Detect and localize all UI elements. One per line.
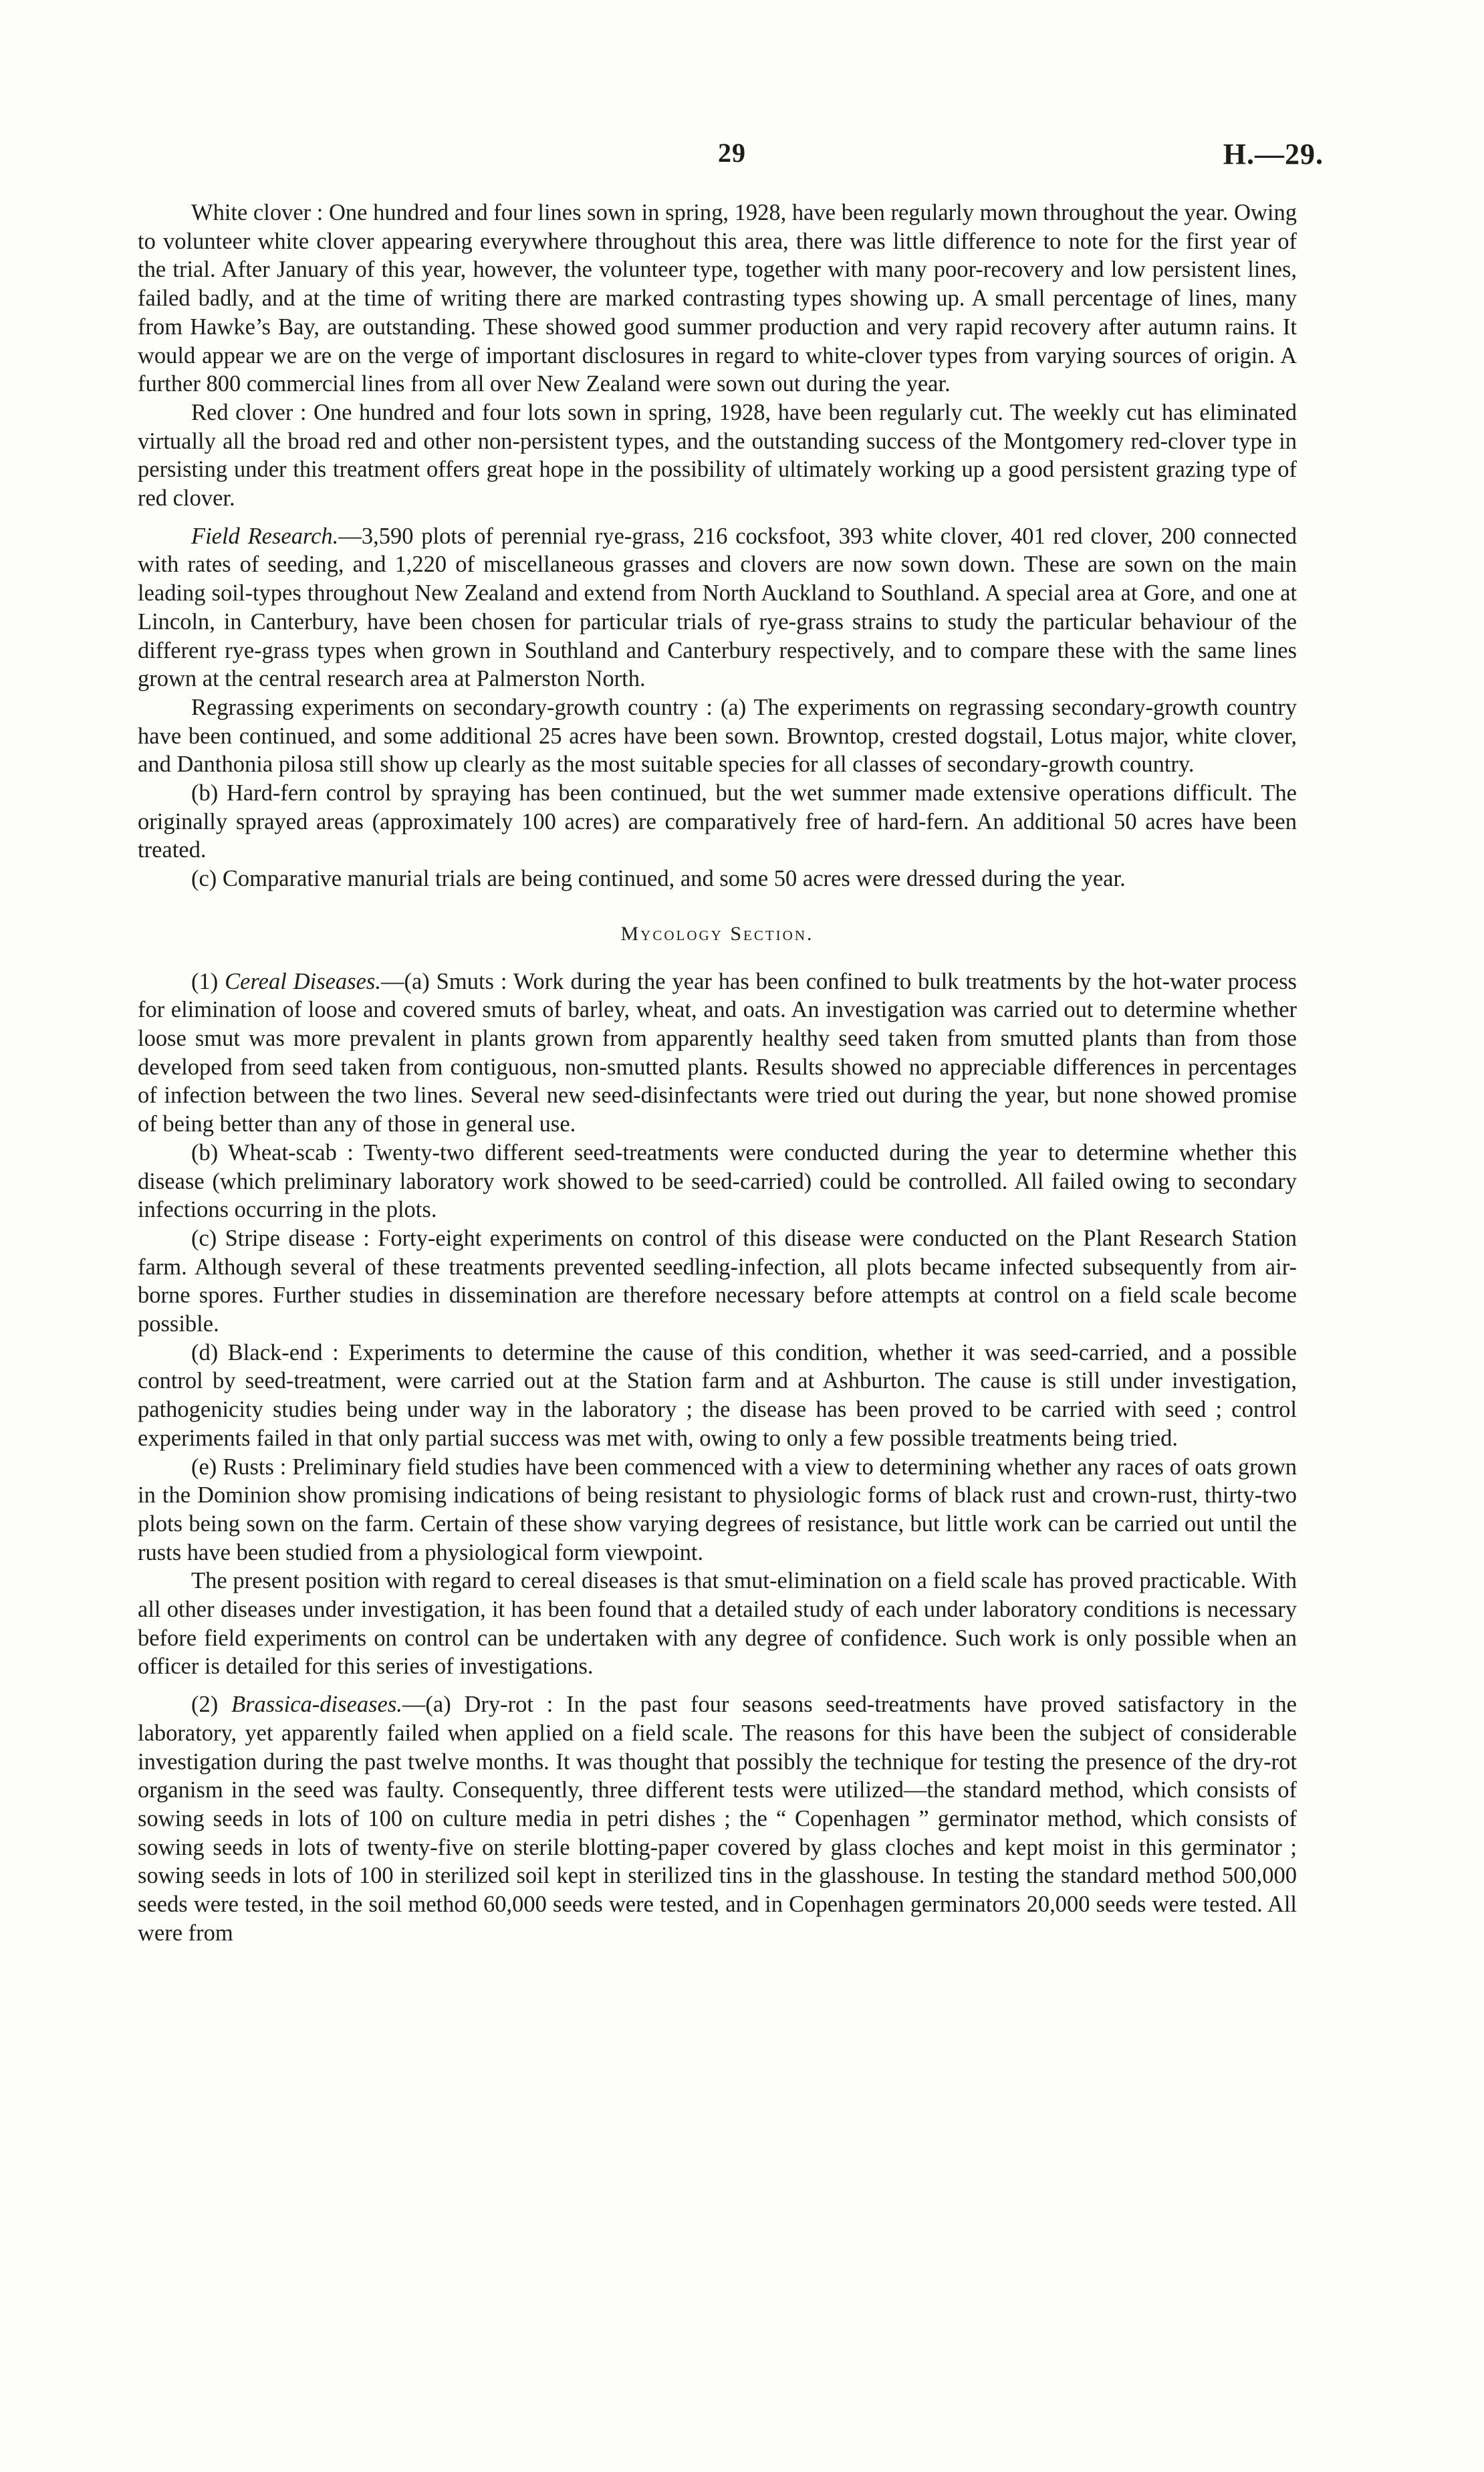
body-text [138, 199, 1297, 1947]
field-research-title: Field Research. [191, 523, 339, 549]
section-heading: Mycology Section. [620, 922, 814, 945]
paragraph-brassica-diseases [138, 1690, 1297, 1947]
brassica-lead: (2) [191, 1692, 232, 1718]
paragraph-regrassing: Regrassing experiments on secondary-growth country : (a) The experiments on regrassing secondary-growth country have been continued, and some additional 25 acres have been sown. Browntop, crested dogstail, Lotus major, white clover, and Danthonia pilosa still show up clearly as the most suitable species for all classes of secondary-growth country. [138, 694, 1297, 778]
brassica-diseases-title: Brassica-diseases. [231, 1692, 402, 1718]
paragraph-wheat-scab: (b) Wheat-scab : Twenty-two different seed-treatments were conducted during the year to determine whether this disease (which preliminary laboratory work showed to be seed-carried) could be controlled. All failed owing to secondary infections occurring in the plots. [138, 1139, 1297, 1223]
paragraph-black-end: (d) Black-end : Experiments to determine the cause of this condition, whether it was seed-carried, and a possible control by seed-treatment, were carried out at the Station farm and at Ashburton. The cause is still under investigation, pathogenicity studies being under way in the laboratory ; the disease has been proved to be carried with seed ; control experiments failed in that only partial success was met with, owing to only a few possible treatments being tried. [138, 1339, 1297, 1451]
paragraph-red-clover: Red clover : One hundred and four lots sown in spring, 1928, have been regularly cut. The weekly cut has eliminated virtually all the broad red and other non-persistent types, and the outstanding success of the Montgomery red-clover type in persisting under this treatment offers great hope in the possibility of ultimately working up a good persistent grazing type of red clover. [138, 399, 1297, 512]
paragraph-field-research [138, 522, 1297, 693]
brassica-text: —(a) Dry-rot : In the past four seasons seed-treatments have proved satisfactory in the laboratory, yet apparently failed when applied on a field scale. The reasons for this have been the subject of considerable investigation during the past twelve months. It was thought that possibly the technique for testing the presence of the dry-rot organism in the seed was faulty. Consequently, three different tests were utilized—the standard method, which consists of sowing seeds in lots of 100 on culture media in petri dishes ; the “ Copenhagen ” germinator method, which consists of sowing seeds in lots of twenty-five on sterile blotting-paper covered by glass cloches and kept moist in this germinator ; sowing seeds in lots of 100 in sterilized soil kept in sterilized tins in the glasshouse. In testing the standard method 500,000 seeds were tested, in the soil method 60,000 seeds were tested, and in Copenhagen germinators 20,000 seeds were tested. All were from [138, 1692, 1297, 1946]
cereal-lead: (1) [191, 968, 225, 994]
paragraph-rusts: (e) Rusts : Preliminary field studies have been commenced with a view to determining whether any races of oats grown in the Dominion show promising indications of being resistant to physiologic forms of black rust and crown-rust, thirty-two plots being sown on the farm. Certain of these show varying degrees of resistance, but little work can be carried out until the rusts have been studied from a physiological form viewpoint. [138, 1454, 1297, 1565]
paragraph-present-position: The present position with regard to cereal diseases is that smut-elimination on a field scale has proved practicable. With all other diseases under investigation, it has been found that a detailed study of each under laboratory conditions is necessary before field experiments on control can be undertaken with any degree of confidence. Such work is only possible when an officer is detailed for this series of investigations. [138, 1568, 1297, 1680]
paragraph-cereal-diseases [138, 968, 1297, 1139]
cereal-diseases-title: Cereal Diseases. [225, 968, 381, 994]
field-research-text: —3,590 plots of perennial rye-grass, 216 cocksfoot, 393 white clover, 401 red clover, 200 connected with rates of seeding, and 1,220 of miscellaneous grasses and clovers are now sown down. These are sown on the main leading soil-types throughout New Zealand and extend from North Auckland to Southland. A special area at Gore, and one at Lincoln, in Canterbury, have been chosen for particular trials of rye-grass strains to study the particular behaviour of the different rye-grass types when grown in Southland and Canterbury respectively, and to compare these with the same lines grown at the central research area at Palmerston North. [138, 523, 1297, 692]
paragraph-stripe-disease: (c) Stripe disease : Forty-eight experiments on control of this disease were conducted on the Plant Research Station farm. Although several of these treatments prevented seedling-infection, all plots became infected subsequently from air-borne spores. Further studies in dissemination are therefore necessary before attempts at control on a field scale become possible. [138, 1225, 1297, 1337]
document-reference: H.—29. [1223, 138, 1324, 171]
paragraph-white-clover: White clover : One hundred and four lines sown in spring, 1928, have been regularly mown throughout the year. Owing to volunteer white clover appearing everywhere throughout this area, there was little difference to note for the first year of the trial. After January of this year, however, the volunteer type, together with many poor-recovery and low persistent lines, failed badly, and at the time of writing there are marked contrasting types showing up. A small percentage of lines, many from Hawke’s Bay, are outstanding. These showed good summer production and very rapid recovery after autumn rains. It would appear we are on the verge of important disclosures in regard to white-clover types from varying sources of origin. A further 800 commercial lines from all over New Zealand were sown out during the year. [138, 200, 1297, 397]
paragraph-manurial: (c) Comparative manurial trials are being continued, and some 50 acres were dressed during the year. [191, 866, 1126, 892]
page-number: 29 [718, 138, 746, 168]
cereal-smuts-text: —(a) Smuts : Work during the year has been confined to bulk treatments by the hot-water process for elimination of loose and covered smuts of barley, wheat, and oats. An investigation was carried out to determine whether loose smut was more prevalent in plants grown from apparently healthy seed taken from smutted plants than from those developed from seed taken from contiguous, non-smutted plants. Results showed no appreciable differences in percentages of infection between the two lines. Several new seed-disinfectants were tried out during the year, but none showed promise of being better than any of those in general use. [138, 968, 1297, 1137]
paragraph-hard-fern: (b) Hard-fern control by spraying has been continued, but the wet summer made extensive operations difficult. The originally sprayed areas (approximately 100 acres) are comparatively free of hard-fern. An additional 50 acres have been treated. [138, 780, 1297, 863]
